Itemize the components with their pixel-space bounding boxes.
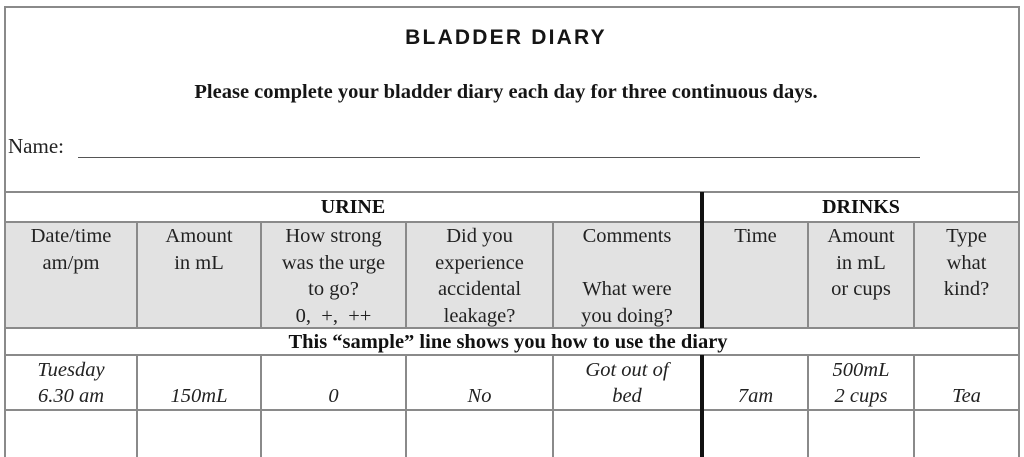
header-drink-time: Time bbox=[734, 225, 777, 247]
entry-urge-strength[interactable] bbox=[262, 411, 405, 457]
sample-date-time: Tuesday 6.30 am bbox=[37, 358, 105, 407]
sample-line-banner: This “sample” line shows you how to use the diary bbox=[288, 331, 728, 353]
sample-leakage: No bbox=[467, 385, 492, 407]
entry-date-time[interactable] bbox=[6, 411, 136, 457]
entry-urine-amount[interactable] bbox=[138, 411, 260, 457]
name-field[interactable] bbox=[78, 157, 920, 158]
sample-urge-strength: 0 bbox=[328, 385, 339, 407]
header-drink-type: Type what kind? bbox=[943, 225, 990, 300]
name-label: Name: bbox=[8, 134, 64, 158]
entry-leakage[interactable] bbox=[407, 411, 552, 457]
entry-comments[interactable] bbox=[554, 411, 700, 457]
entry-drink-time[interactable] bbox=[704, 411, 807, 457]
section-urine: URINE bbox=[320, 196, 386, 218]
document-title: BLADDER DIARY bbox=[405, 26, 607, 49]
header-urge-strength: How strong was the urge to go? 0, +, ++ bbox=[281, 225, 386, 327]
header-leakage: Did you experience accidental leakage? bbox=[435, 225, 524, 327]
sample-drink-time: 7am bbox=[737, 385, 774, 407]
sample-urine-amount: 150mL bbox=[170, 385, 228, 407]
entry-drink-amount[interactable] bbox=[809, 411, 913, 457]
sample-drink-amount: 500mL 2 cups bbox=[832, 358, 890, 407]
sample-comments: Got out of bed bbox=[585, 358, 669, 407]
instructions-subtitle: Please complete your bladder diary each day for three continuous days. bbox=[194, 81, 818, 103]
entry-drink-type[interactable] bbox=[915, 411, 1018, 457]
header-drink-amount: Amount in mL or cups bbox=[827, 225, 895, 300]
header-date-time: Date/time am/pm bbox=[30, 225, 112, 274]
header-urine-amount: Amount in mL bbox=[165, 225, 233, 274]
header-comments: Comments What were you doing? bbox=[581, 225, 673, 327]
sample-drink-type: Tea bbox=[952, 385, 981, 407]
section-drinks: DRINKS bbox=[822, 196, 900, 218]
